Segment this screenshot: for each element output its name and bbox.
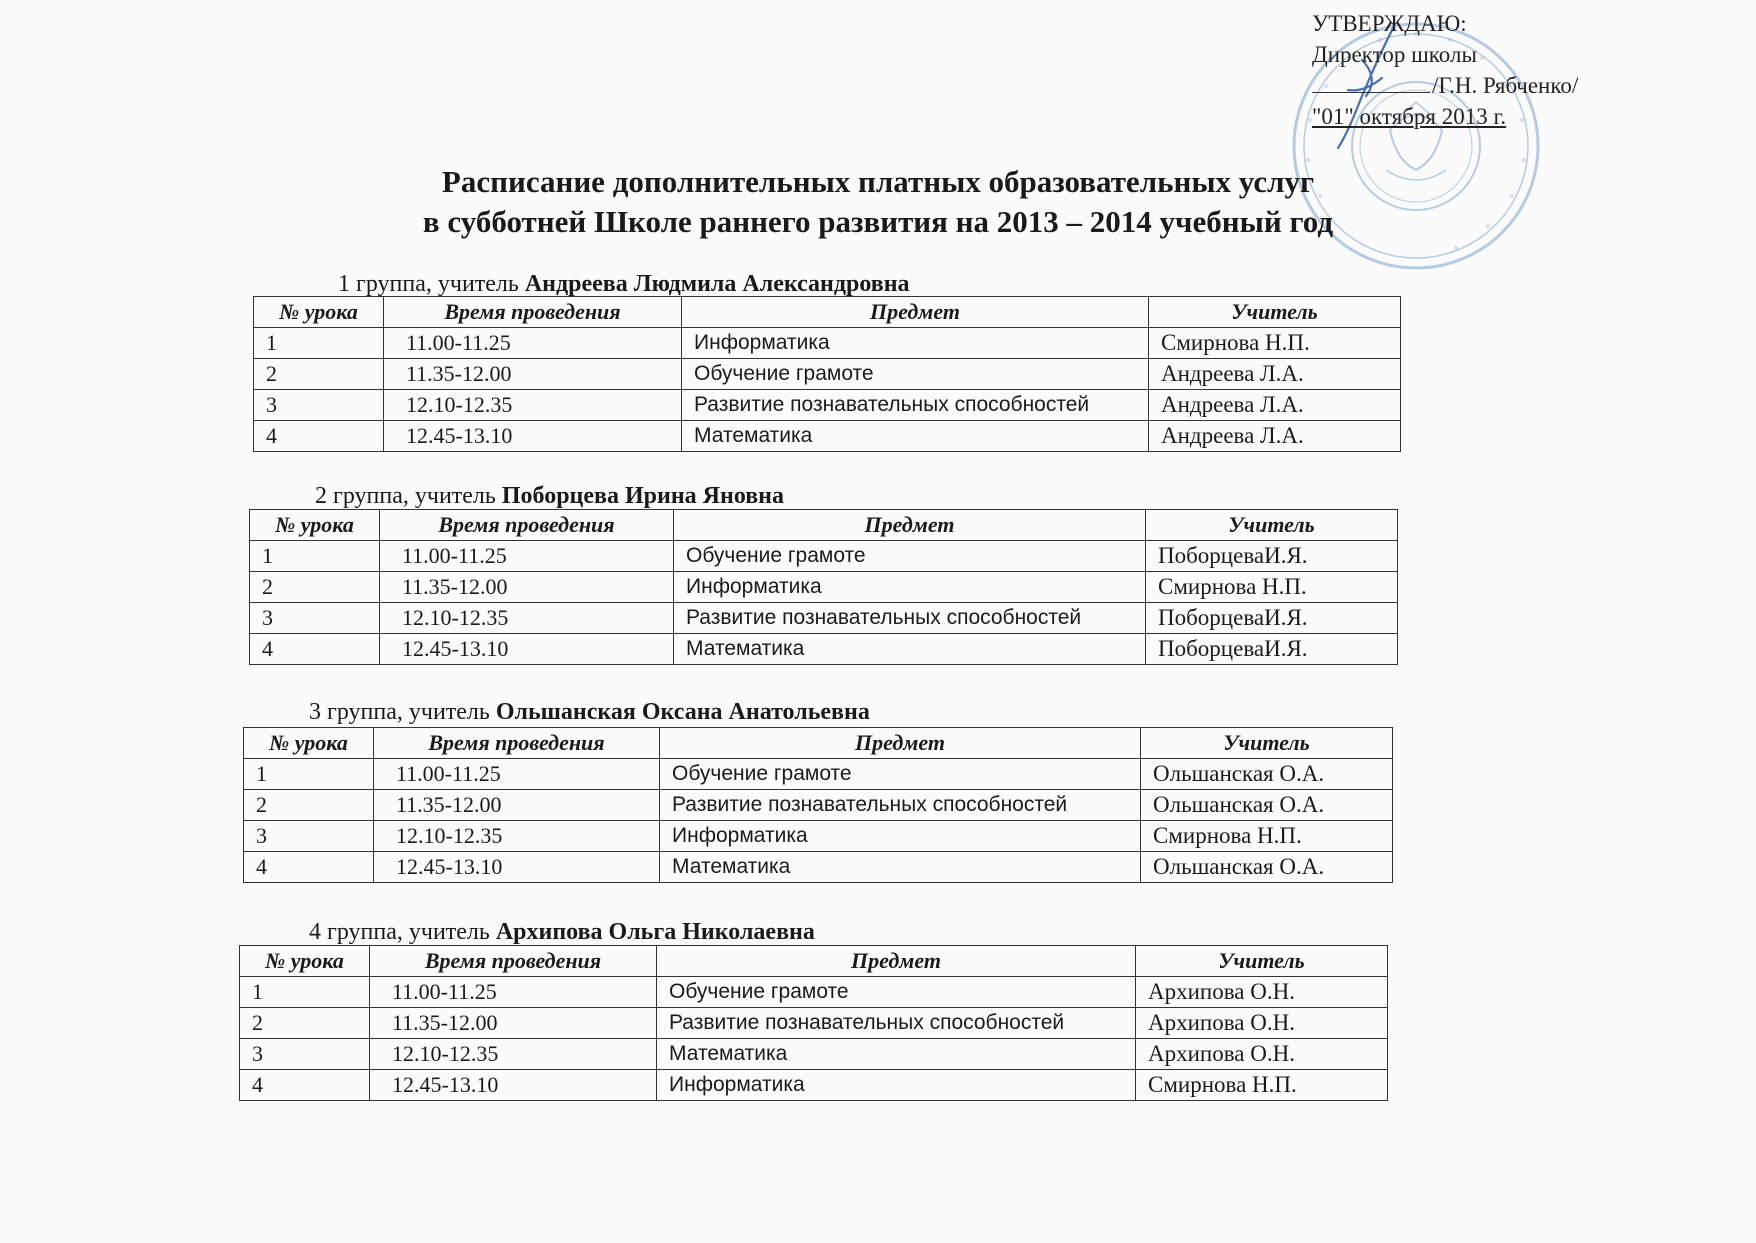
approval-block — [1312, 8, 1612, 132]
cell-time: 11.35-12.00 — [374, 790, 660, 821]
cell-time: 11.00-11.25 — [370, 977, 657, 1008]
cell-subject: Развитие познавательных способностей — [660, 790, 1141, 821]
cell-teacher: Архипова О.Н. — [1136, 1008, 1388, 1039]
cell-teacher: Смирнова Н.П. — [1149, 328, 1401, 359]
approval-heading: УТВЕРЖДАЮ: — [1312, 11, 1467, 36]
cell-teacher: ПоборцеваИ.Я. — [1146, 541, 1398, 572]
table-header-row — [240, 946, 1388, 977]
table-row — [250, 572, 1398, 603]
header-teacher: Учитель — [1149, 297, 1401, 328]
cell-subject: Обучение грамоте — [682, 359, 1149, 390]
group-heading-1 — [338, 270, 910, 298]
header-lesson-number: № урока — [244, 728, 374, 759]
table-row — [250, 541, 1398, 572]
cell-subject: Математика — [682, 421, 1149, 452]
schedule-table-group-4 — [239, 945, 1388, 1101]
cell-teacher: Андреева Л.А. — [1149, 390, 1401, 421]
schedule-table-group-3 — [243, 727, 1393, 883]
header-teacher: Учитель — [1146, 510, 1398, 541]
cell-lesson-number: 4 — [254, 421, 384, 452]
cell-time: 12.10-12.35 — [374, 821, 660, 852]
group-teacher-name: Поборцева Ирина Яновна — [501, 483, 785, 509]
cell-time: 12.10-12.35 — [380, 603, 674, 634]
cell-time: 12.45-13.10 — [370, 1070, 657, 1101]
title-line-1: Расписание дополнительных платных образовательных услуг — [441, 164, 1315, 199]
cell-time: 12.45-13.10 — [384, 421, 682, 452]
cell-subject: Математика — [657, 1039, 1136, 1070]
cell-teacher: Андреева Л.А. — [1149, 359, 1401, 390]
cell-lesson-number: 2 — [250, 572, 380, 603]
table-row — [254, 359, 1401, 390]
group-teacher-name: Андреева Людмила Александровна — [524, 271, 910, 297]
table-header-row — [244, 728, 1393, 759]
cell-lesson-number: 3 — [244, 821, 374, 852]
cell-lesson-number: 1 — [254, 328, 384, 359]
table-row — [254, 390, 1401, 421]
table-row — [244, 759, 1393, 790]
table-row — [244, 790, 1393, 821]
signature-line — [1312, 70, 1612, 101]
cell-subject: Математика — [674, 634, 1146, 665]
header-subject: Предмет — [657, 946, 1136, 977]
group-label: 1 группа, учитель — [338, 271, 525, 297]
cell-teacher: Ольшанская О.А. — [1141, 759, 1393, 790]
header-time: Время проведения — [370, 946, 657, 977]
cell-lesson-number: 4 — [250, 634, 380, 665]
table-header-row — [254, 297, 1401, 328]
table-row — [240, 1039, 1388, 1070]
table-row — [254, 421, 1401, 452]
header-lesson-number: № урока — [240, 946, 370, 977]
cell-lesson-number: 3 — [250, 603, 380, 634]
table-row — [244, 821, 1393, 852]
cell-time: 11.00-11.25 — [380, 541, 674, 572]
cell-subject: Информатика — [674, 572, 1146, 603]
cell-lesson-number: 2 — [254, 359, 384, 390]
table-header-row — [250, 510, 1398, 541]
cell-time: 11.35-12.00 — [370, 1008, 657, 1039]
header-time: Время проведения — [380, 510, 674, 541]
group-label: 4 группа, учитель — [309, 919, 496, 945]
cell-lesson-number: 3 — [240, 1039, 370, 1070]
cell-subject: Математика — [660, 852, 1141, 883]
header-subject: Предмет — [660, 728, 1141, 759]
cell-time: 12.10-12.35 — [384, 390, 682, 421]
header-teacher: Учитель — [1136, 946, 1388, 977]
header-lesson-number: № урока — [250, 510, 380, 541]
cell-time: 12.45-13.10 — [374, 852, 660, 883]
cell-teacher: Архипова О.Н. — [1136, 1039, 1388, 1070]
approval-position: Директор школы — [1312, 42, 1477, 67]
cell-subject: Информатика — [660, 821, 1141, 852]
header-subject: Предмет — [682, 297, 1149, 328]
cell-lesson-number: 4 — [240, 1070, 370, 1101]
cell-time: 11.00-11.25 — [374, 759, 660, 790]
cell-teacher: Смирнова Н.П. — [1136, 1070, 1388, 1101]
table-row — [250, 634, 1398, 665]
table-row — [254, 328, 1401, 359]
cell-teacher: Смирнова Н.П. — [1141, 821, 1393, 852]
cell-teacher: Андреева Л.А. — [1149, 421, 1401, 452]
approval-signatory: /Г.Н. Рябченко/ — [1432, 73, 1579, 98]
header-time: Время проведения — [374, 728, 660, 759]
header-teacher: Учитель — [1141, 728, 1393, 759]
table-row — [240, 1008, 1388, 1039]
page-title — [0, 162, 1756, 242]
group-label: 2 группа, учитель — [315, 483, 502, 509]
group-heading-3 — [309, 698, 870, 726]
cell-subject: Обучение грамоте — [657, 977, 1136, 1008]
cell-time: 11.35-12.00 — [384, 359, 682, 390]
header-lesson-number: № урока — [254, 297, 384, 328]
cell-subject: Развитие познавательных способностей — [682, 390, 1149, 421]
cell-subject: Развитие познавательных способностей — [657, 1008, 1136, 1039]
group-heading-2 — [315, 482, 784, 510]
title-line-2: в субботней Школе раннего развития на 2013 – 2014 учебный год — [422, 204, 1334, 239]
cell-time: 11.00-11.25 — [384, 328, 682, 359]
cell-time: 12.45-13.10 — [380, 634, 674, 665]
cell-lesson-number: 2 — [244, 790, 374, 821]
group-label: 3 группа, учитель — [309, 699, 496, 725]
table-row — [244, 852, 1393, 883]
cell-subject: Информатика — [682, 328, 1149, 359]
cell-subject: Информатика — [657, 1070, 1136, 1101]
header-time: Время проведения — [384, 297, 682, 328]
cell-teacher: Ольшанская О.А. — [1141, 852, 1393, 883]
cell-lesson-number: 1 — [244, 759, 374, 790]
table-row — [240, 977, 1388, 1008]
cell-teacher: Архипова О.Н. — [1136, 977, 1388, 1008]
cell-subject: Обучение грамоте — [660, 759, 1141, 790]
cell-subject: Развитие познавательных способностей — [674, 603, 1146, 634]
schedule-table-group-1 — [253, 296, 1401, 452]
cell-lesson-number: 3 — [254, 390, 384, 421]
cell-teacher: ПоборцеваИ.Я. — [1146, 634, 1398, 665]
cell-time: 11.35-12.00 — [380, 572, 674, 603]
cell-lesson-number: 2 — [240, 1008, 370, 1039]
cell-lesson-number: 1 — [250, 541, 380, 572]
cell-lesson-number: 1 — [240, 977, 370, 1008]
cell-time: 12.10-12.35 — [370, 1039, 657, 1070]
cell-teacher: Ольшанская О.А. — [1141, 790, 1393, 821]
cell-teacher: ПоборцеваИ.Я. — [1146, 603, 1398, 634]
group-teacher-name: Архипова Ольга Николаевна — [495, 919, 815, 945]
table-row — [250, 603, 1398, 634]
approval-date: "01" октября 2013 г. — [1312, 104, 1507, 129]
cell-subject: Обучение грамоте — [674, 541, 1146, 572]
cell-lesson-number: 4 — [244, 852, 374, 883]
group-heading-4 — [309, 918, 815, 946]
table-row — [240, 1070, 1388, 1101]
header-subject: Предмет — [674, 510, 1146, 541]
group-teacher-name: Ольшанская Оксана Анатольевна — [495, 699, 870, 725]
schedule-table-group-2 — [249, 509, 1398, 665]
cell-teacher: Смирнова Н.П. — [1146, 572, 1398, 603]
